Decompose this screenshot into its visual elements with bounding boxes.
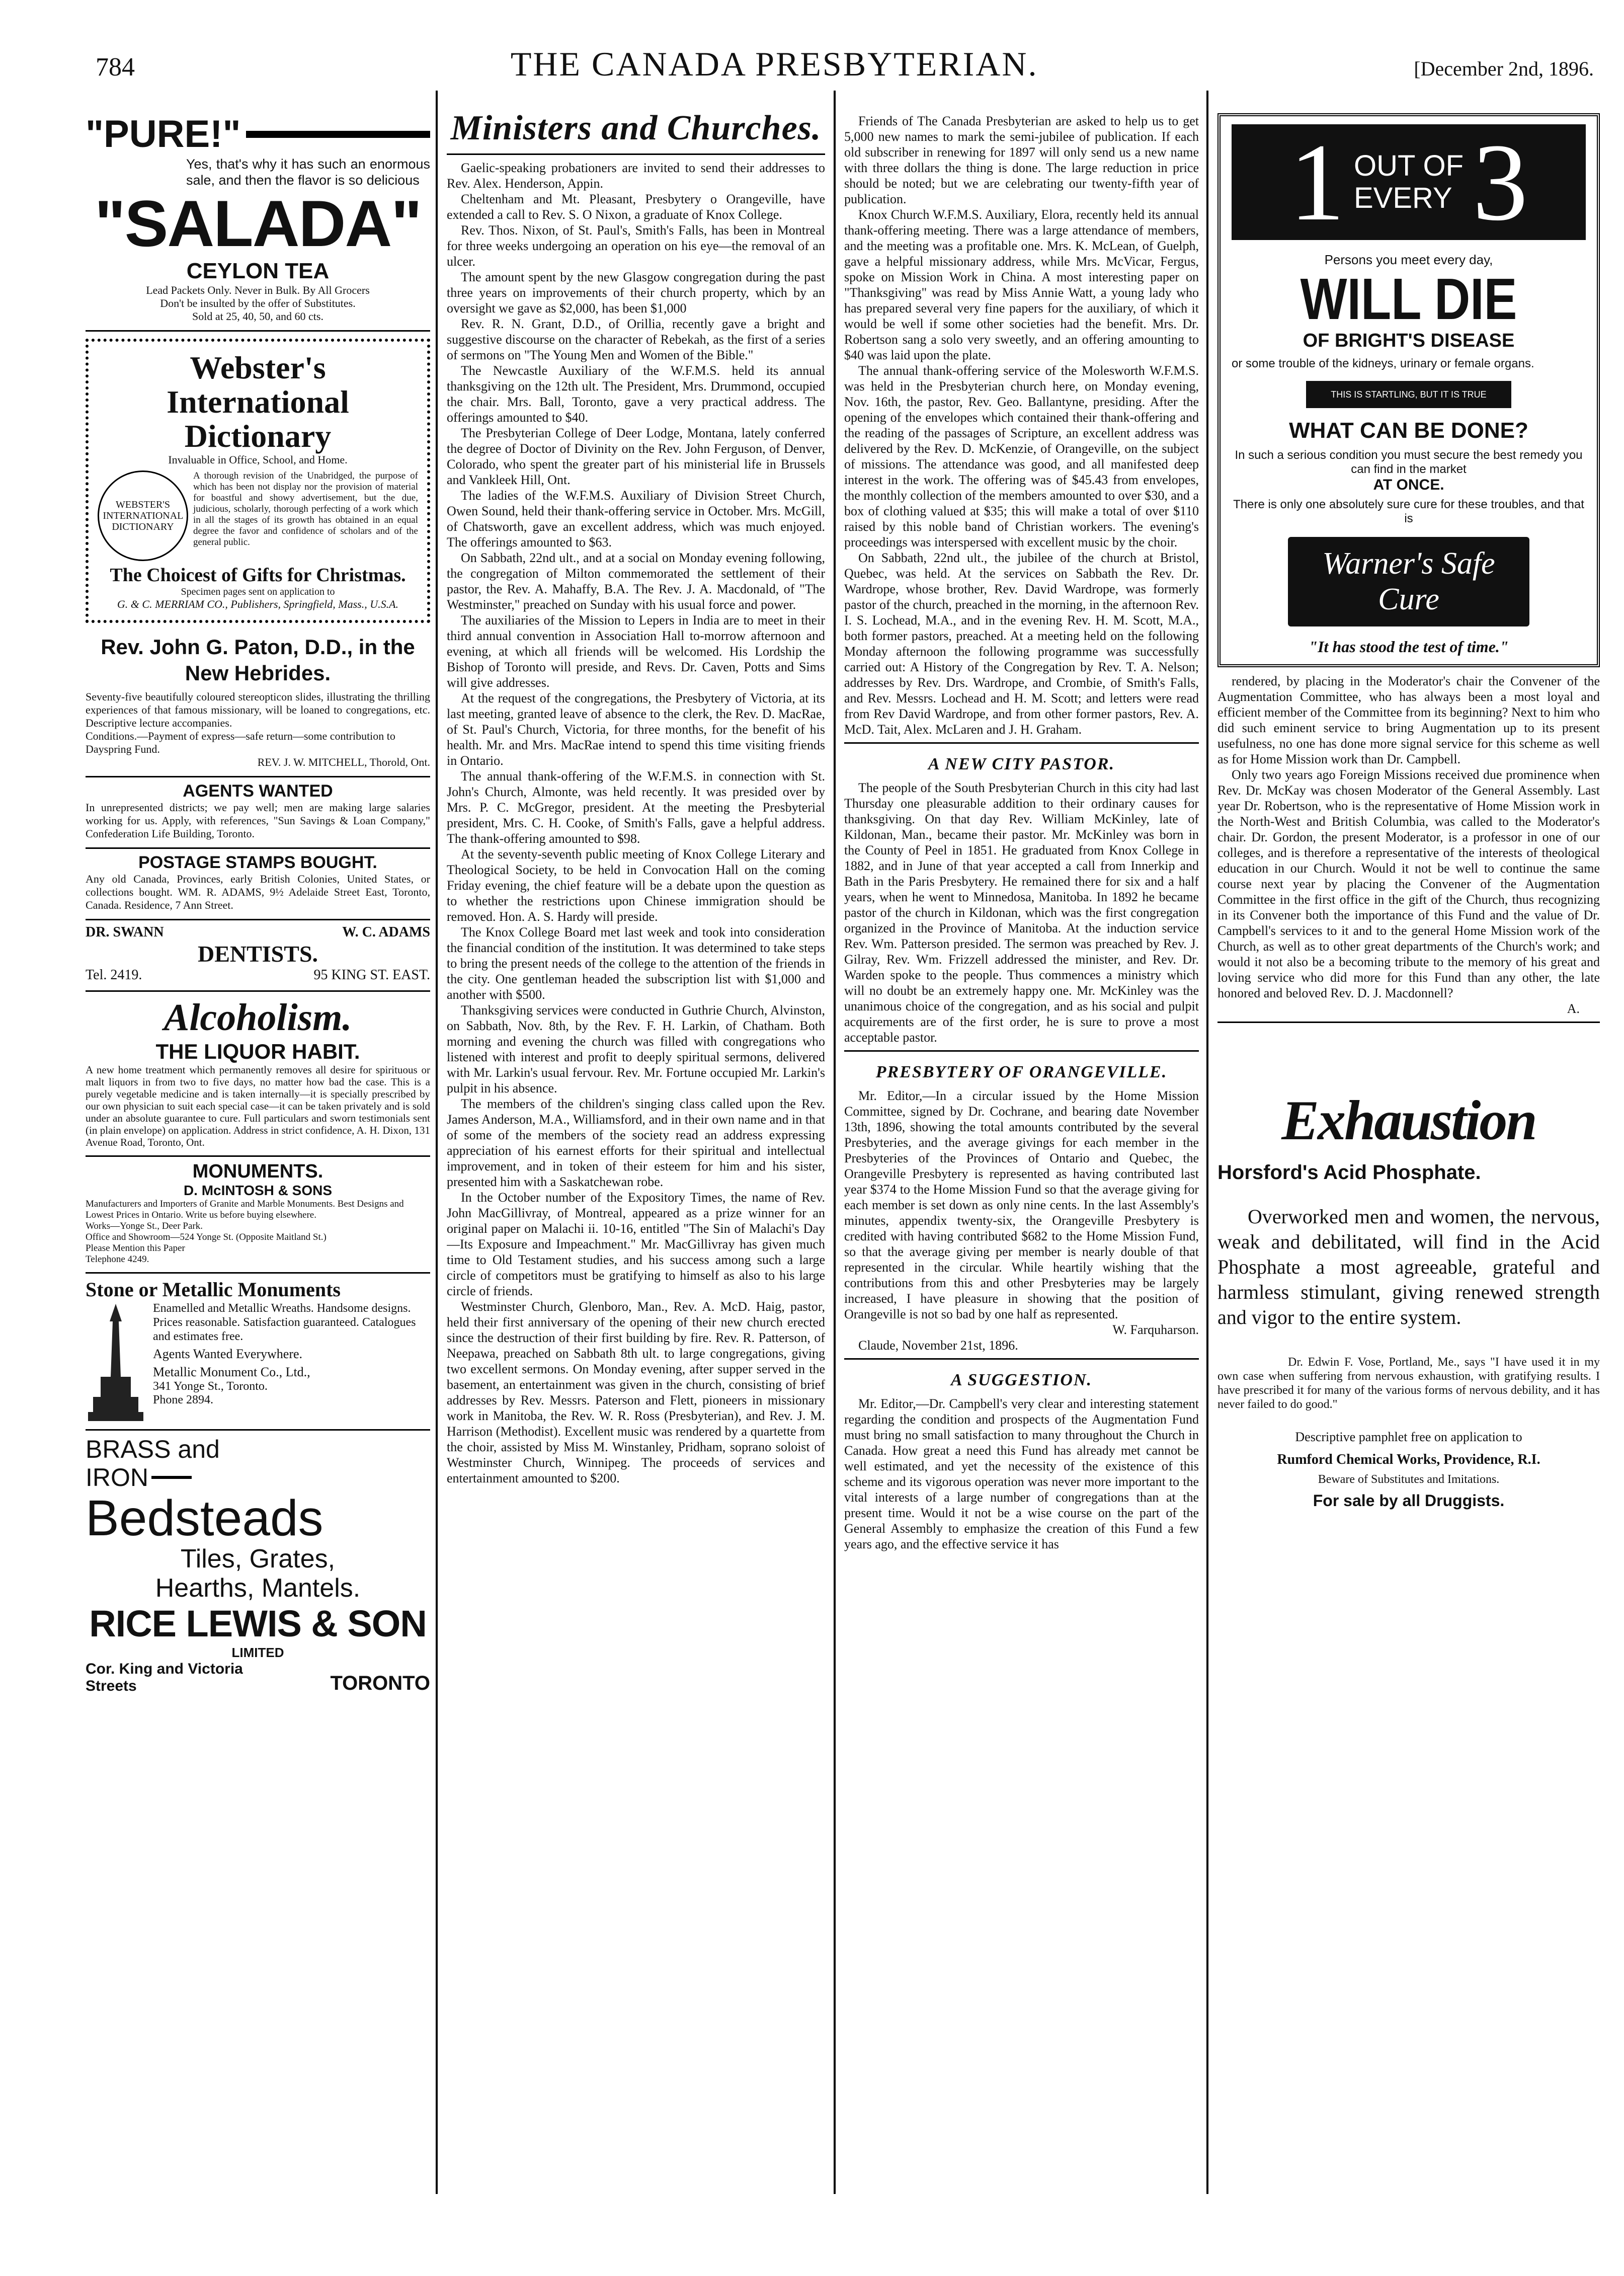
alcoholism-body: A new home treatment which permanently removes all desire for spirituous or malt liquors in from two to five days, no matter how bad the case. This is a purely vegetable medicine and is taken internally—it is specially prescribed by our own physician to suit each special case—it can be taken privately and is sold under an absolute guarantee to cure. Full particulars and sworn testimonials sent (in plain envelope) on application. Address in strict confidence, A. H. Dixon, 131 Avenue Road, Toronto, Ont. (86, 1064, 430, 1148)
stamps-ad (86, 849, 430, 920)
news-paragraph: The Newcastle Auxiliary of the W.F.M.S. held its annual thanksgiving on the 12th ult. The President, Mrs. Drummond, occupied the chair. Mrs. Ball, Toronto, gave a very practical address. The offerings amounted to $40. (447, 363, 825, 425)
salada-line: Don't be insulted by the offer of Substitutes. (160, 297, 356, 309)
divider (1217, 1022, 1600, 1023)
webster-choicest: The Choicest of Gifts for Christmas. (110, 565, 406, 586)
column-rule (1206, 91, 1208, 2194)
bedsteads-title: Bedsteads (86, 1490, 323, 1546)
news-paragraph: The members of the children's singing class called upon the Rev. James Anderson, M.A., Williamsford, and in their own name and in that of some of the members of the society read an address expressing appreciation of his earnest efforts for their spiritual and intellectual improvement, and in token of their esteem for him and his sister, presented him with a Saskatchewan robe. (447, 1096, 825, 1189)
safe-cure-logo: Warner's Safe Cure (1288, 537, 1529, 626)
metallic-address: 341 Yonge St., Toronto. (153, 1380, 268, 1393)
monuments-ad (86, 1157, 430, 1274)
dentists-title: DENTISTS. (197, 941, 318, 967)
news-paragraph: The annual thank-offering of the W.F.M.S. in connection with St. John's Church, Almonte, was held recently. It was presided over by Mrs. P. C. McGregor, president. At the meeting the Presbyterial president, Mrs. C. H. Cooke, of Smith's Falls, gave a helpful address. The thank-offering amounted to $98. (447, 769, 825, 846)
horsford-pamphlet: Descriptive pamphlet free on application to (1295, 1430, 1522, 1444)
horsford-testimonial: Dr. Edwin F. Vose, Portland, Me., says "I have used it in my own case when suffering from nervous exhaustion, with gratifying results. I have prescribed it for many of the various forms of nervous debility, and it has never failed to do good." (1217, 1356, 1600, 1411)
monuments-body: Manufacturers and Importers of Granite and Marble Monuments. Best Designs and Lowest Prices in Ontario. Write us before buying elsewhere. (86, 1199, 404, 1220)
dentist-name: DR. SWANN (86, 924, 164, 940)
out-of-text: OUT OF (1353, 149, 1464, 182)
what-text: WHAT CAN BE DONE? (1289, 418, 1528, 443)
article-body: The people of the South Presbyterian Church in this city had last Thursday one pleasurable addition to their ordinary causes for thanksgiving. On that day Rev. William McKinley, late of Kildonan, Man., became their pastor. Mr. McKinley was born in the County of Peel in 1851. He graduated from Knox College in 1882, and in June of that year accepted a call from Innerkip and Bath in the Paris Presbytery. He remained there for six and a half years, when he went to Minnedosa, Manitoba. In 1892 he became pastor of the church in Kildonan, which was the first congregation organized in the Province of Manitoba. At the induction service Rev. Wm. Patterson presided. The sermon was preached by Rev. J. Gilray, Rev. Wm. Frizzell addressed the minister, and Rev. Dr. Warden spoke to the people. Thus commences a ministry which will no doubt be an extremely happy one. Mr. McKinley was the unanimous choice of the congregation, and as his social and pulpit acquirements are of the first order, he is sure to prove a most acceptable pastor. (844, 780, 1199, 1045)
news-paragraph: The amount spent by the new Glasgow congregation during the past three years on improvements of their church property, which by an oversight we gave as $2,000, has been $1,000 (447, 270, 825, 316)
section-heading: A NEW CITY PASTOR. (928, 755, 1115, 773)
news-paragraph: The Presbyterian College of Deer Lodge, Montana, lately conferred the degree of Doctor of Divinity on the Rev. John Ferguson, of Denver, Colorado, who spent the greater part of his ministerial life in Brussels and Vankleek Hill, Ont. (447, 426, 825, 487)
rice-lewis-limited: LIMITED (231, 1645, 284, 1660)
webster-seal-icon: WEBSTER'S INTERNATIONAL DICTIONARY (98, 470, 188, 561)
section-heading: PRESBYTERY OF ORANGEVILLE. (875, 1063, 1168, 1081)
paton-conditions: Conditions.—Payment of express—safe return—some contribution to Dayspring Fund. (86, 730, 395, 755)
ads-column (86, 108, 430, 2196)
metallic-agents: Agents Wanted Everywhere. (153, 1347, 303, 1361)
column-rule (436, 91, 438, 2194)
salada-line: Sold at 25, 40, 50, and 60 cts. (192, 310, 323, 323)
webster-note: Specimen pages sent on application to (181, 586, 335, 597)
paton-ad (86, 630, 430, 777)
news-paragraph: At the request of the congregations, the Presbytery of Victoria, at its last meeting, granted leave of absence to the clerk, the Rev. D. MacRae, of St. Paul's Church, Victoria, for three months, for the benefit of his health. Mr. and Mrs. MacRae intend to spend this time visiting friends in Ontario. (447, 691, 825, 768)
monuments-tel: Telephone 4249. (86, 1254, 149, 1265)
continuation-text: Only two years ago Foreign Missions received due prominence when Rev. Dr. McKay was chosen Moderator of the General Assembly. Last year Dr. Robertson, who is the representative of Home Mission work in the North-West and British Columbia, was called to the Moderator's chair. Dr. Gordon, the present Moderator, is a professor in one of our colleges, and is therefore a representative of the interests of theological education in our Church. Would it not be well to continue the same course next year by placing the Convener of the Augmentation Committee in the first office in the gift of the Church, thus recognizing in its Convener both the importance of this Fund and the value of Dr. Campbell's services to it and to the general Home Mission work of the Church, as well as to other great departments of the Church's work; and would it not also be a becoming tribute to the memory of his great and loving service who did more for this Fund than any other, the late honored and beloved Rev. D. J. Macdonnell? (1217, 767, 1600, 1000)
metallic-body: Enamelled and Metallic Wreaths. Handsome designs. Prices reasonable. Satisfaction guaranteed. Catalogues and estimates free. (153, 1302, 416, 1343)
rice-lewis-city: TORONTO (330, 1672, 430, 1694)
letter-signature: A. (1567, 1001, 1580, 1016)
stood-text: "It has stood the test of time." (1309, 638, 1509, 656)
webster-title: Dictionary (184, 418, 332, 454)
exhaustion-title: Exhaustion (1281, 1089, 1536, 1152)
bedsteads-line: Hearths, Mantels. (155, 1574, 361, 1603)
news-paragraph: The auxiliaries of the Mission to Lepers in India are to meet in their third annual convention in Association Hall to-morrow afternoon and evening, at which all friends will be welcomed. His Lordship the Bishop of Toronto will preside, and Revs. Dr. Caven, Potts and Sims will give addresses. (447, 613, 825, 690)
webster-publisher: G. & C. MERRIAM CO., Publishers, Springfield, Mass., U.S.A. (117, 598, 399, 610)
news-items (447, 160, 825, 1486)
will-die-text: WILL DIE (1300, 266, 1517, 332)
monuments-mention: Please Mention this Paper (86, 1243, 185, 1253)
alcoholism-title: Alcoholism. (164, 996, 352, 1039)
news-paragraph: On Sabbath, 22nd ult., and at a social on Monday evening following, the congregation of Milton commemorated the settlement of their pastor, the Rev. A. Mahaffy, B.A. The Rev. J. A. Macdonald, of "The Westminster," preached on Sunday with his usual force and power. (447, 551, 825, 612)
agents-body: In unrepresented districts; we pay well; men are making large salaries working for us. Apply, with references, "Sun Savings & Loan Company," Confederation Life Building, Toronto. (86, 801, 430, 840)
or-some-text: or some trouble of the kidneys, urinary or female organs. (1232, 357, 1534, 370)
webster-sub: Invaluable in Office, School, and Home. (168, 453, 348, 466)
every-text: EVERY (1353, 182, 1452, 214)
monuments-firm: D. McINTOSH & SONS (183, 1183, 333, 1198)
brights-text: OF BRIGHT'S DISEASE (1303, 330, 1515, 351)
webster-title: International (167, 384, 349, 420)
salada-brand: "SALADA" (95, 187, 421, 260)
divider (844, 1050, 1199, 1052)
news-paragraph: In the October number of the Expository Times, the name of Rev. John MacGillivray, of Montreal, appeared as a prize winner for an original paper on Malachi ii. 10-16, entitled "The Sin of Malachi's Day—Its Exposure and Impeachment." Mr. MacGillivray has given much time to Old Testament studies, and his success among such a large circle of competitors must be gratifying to himself as also to his large circle of friends. (447, 1190, 825, 1298)
news-column (844, 113, 1199, 2196)
news-paragraph: Rev. Thos. Nixon, of St. Paul's, Smith's Falls, has been in Montreal for three weeks undergoing an operation on his eye—the removal of an ulcer. (447, 223, 825, 269)
news-paragraph: Cheltenham and Mt. Pleasant, Presbytery o Orangeville, have extended a call to Rev. S. O Nixon, a graduate of Knox College. (447, 192, 825, 222)
masthead-title: THE CANADA PRESBYTERIAN. (510, 45, 1038, 83)
news-paragraph: Rev. R. N. Grant, D.D., of Orillia, recently gave a bright and suggestive discourse on the character of Rebekah, as the first of a series of sermons on "The Young Men and Women of the Bible." (447, 317, 825, 362)
news-paragraph: Westminster Church, Glenboro, Man., Rev. A. McD. Haig, pastor, held their first anniversary of the opening of their new church erected since the destruction of their first building by fire. Rev. R. Patterson, of Neepawa, preached on Sabbath 8th ult. to large congregations, giving two excellent sermons. On Monday evening, after supper served in the basement, an entertainment was given in the church, consisting of brief addresses by Rev. Messrs. Paterson and Flett, pioneers in missionary work in Manitoba, the Rev. W. R. Ross (Presbyterian), and Rev. J. M. Harrison (Methodist). Excellent music was rendered by a quartette from the choir, assisted by Miss M. Winstanley, Pridham, soprano soloist of Westminster Church, Winnipeg. The proceeds of services and entertainment amounted to $200. (447, 1299, 825, 1485)
paton-sign: REV. J. W. MITCHELL, Thorold, Ont. (257, 756, 430, 768)
decorative-bar (151, 1476, 192, 1479)
dentists-address: 95 KING ST. EAST. (313, 967, 430, 983)
agents-ad (86, 777, 430, 849)
news-items (844, 113, 1199, 737)
horsford-sub: Horsford's Acid Phosphate. (1217, 1161, 1481, 1184)
news-paragraph: The annual thank-offering service of the Molesworth W.F.M.S. was held in the Presbyterian church here, on Monday evening, Nov. 16th, the pastor, Rev. Geo. Ballantyne, presiding. After the opening of the envelopes which contained their thank-offering and the reading of the passages of Scripture, an excellent address was delivered by the Rev. D. McKenzie, of Orangeville, on the subject of missions. The attendance was good, and all manifested deep interest in the work. The offering was of $45.43 from envelopes, the monthly collection of the members amounted to over $30, and a box of clothing valued at $35; this will make a total of over $110 raised by this noble band of Christian workers. The evening's proceedings was interspersed with excellent music by the choir. (844, 363, 1199, 550)
bedsteads-line: IRON (86, 1463, 148, 1492)
metallic-ad (86, 1274, 430, 1431)
news-paragraph: On Sabbath, 22nd ult., the jubilee of the church at Bristol, Quebec, was held. At the services on Sabbath the Rev. Dr. Wardrope, whose brother, Rev. David Wardrope, was formerly pastor of the church, preached in the morning, in the afternoon Rev. I. S. Lochead, M.A., and in the evening Rev. H. M. Scott, M.A., both former pastors, preached. At a meeting held on the following Monday afternoon the following programme was successfully carried out: A History of the Congregation by Rev. T. A. Nelson; addresses by Rev. Drs. Wardrope, and Crombie, of Smith's Falls, and Rev. Messrs. Lochead and H. M. Scott; and letters were read from Rev David Wardrope, and from other former pastors, Rev. A. McD. Tait, Alex. McLaren and J. H. Graham. (844, 551, 1199, 737)
dentist-name: W. C. ADAMS (342, 924, 430, 940)
rice-lewis-ad (86, 1431, 430, 1695)
letter-body: Mr. Editor,—Dr. Campbell's very clear and interesting statement regarding the condition and prospects of the Augmentation Fund must bring no small satisfaction to many throughout the Church in Canada. How great a need this Fund has already met cannot be well estimated, and yet the necessity of the existence of this scheme and its vigorous operation was never more important to the vital interests of a large number of congregations than at the present time. Would it not be a wise course on the part of the General Assembly to emphasize the creation of this Fund a few years ago, and the effective service it has (844, 1396, 1199, 1551)
horsford-body: Overworked men and women, the nervous, weak and debilitated, will find in the Acid Phosphate a most agreeable, grateful and harmless stimulant, giving renewed strength and vigor to the entire system. (1217, 1205, 1600, 1328)
monuments-works: Works—Yonge St., Deer Park. (86, 1221, 203, 1231)
webster-title: Webster's (190, 350, 326, 385)
horsford-works: Rumford Chemical Works, Providence, R.I. (1277, 1452, 1540, 1467)
at-once-text: AT ONCE. (1373, 477, 1444, 493)
one-out-of-three-banner (1232, 121, 1586, 244)
divider (447, 153, 825, 155)
news-paragraph: Gaelic-speaking probationers are invited to send their addresses to Rev. Alex. Henderson, Appin. (447, 161, 825, 191)
agents-title: AGENTS WANTED (183, 781, 333, 801)
salada-product: CEYLON TEA (186, 259, 330, 283)
rice-lewis-firm: RICE LEWIS & SON (89, 1603, 427, 1644)
bedsteads-line: BRASS and (86, 1435, 220, 1463)
webster-body: A thorough revision of the Unabridged, the purpose of which has been not display nor the provision of material for boastful and showy advertisement, but the due, judicious, scholarly, thorough perfecting of a work which in all the stages of its growth has obtained in an equal degree the favor and confidence of scholars and of the general public. (193, 470, 418, 547)
continuation-text: rendered, by placing in the Moderator's chair the Convener of the Augmentation Committee, who has always been a most loyal and efficient member of the Committee from its beginning? Next to him who did such eminent service to bring Augmentation up to its present usefulness, no one has done more signal service for this scheme as well as for Home Mission work than Dr. Campbell. (1217, 674, 1600, 766)
alcoholism-ad (86, 992, 430, 1157)
dentists-tel: Tel. 2419. (86, 967, 142, 983)
startling-box: THIS IS STARTLING, BUT IT IS TRUE (1306, 381, 1511, 408)
news-paragraph: Friends of The Canada Presbyterian are asked to help us to get 5,000 new names to mark the semi-jubilee of publication. If each old subscriber in renewing for 1897 will only send us a new name with three dollars the thing is done. The large reduction in price should be noted; but we are celebrating our twenty-fifth year of publication. (844, 114, 1199, 206)
in-such-text: In such a serious condition you must secure the best remedy you can find in the market (1235, 448, 1583, 476)
letter-date: Claude, November 21st, 1896. (858, 1338, 1018, 1353)
webster-ad (86, 339, 430, 623)
bedsteads-line: Tiles, Grates, (180, 1544, 336, 1574)
news-paragraph: At the seventy-seventh public meeting of Knox College Literary and Theological Society, to be held in Convocation Hall on the coming Friday evening, the chief feature will be a debate upon the question as to whether the restrictions upon Chinese immigration should be removed. Hon. A. S. Hardy will preside. (447, 847, 825, 924)
salada-line: Lead Packets Only. Never in Bulk. By All Grocers (146, 284, 370, 296)
column-rule (834, 91, 836, 2194)
rice-lewis-corner: Cor. King and Victoria Streets (86, 1661, 243, 1694)
big-numeral: 1 (1289, 121, 1345, 244)
dentists-ad (86, 920, 430, 992)
alcoholism-sub: THE LIQUOR HABIT. (155, 1040, 360, 1063)
brights-ad (1217, 113, 1600, 667)
big-numeral: 3 (1473, 121, 1528, 244)
page-header (96, 44, 1594, 85)
pure-headline: "PURE!" (86, 113, 241, 155)
letter-body: Mr. Editor,—In a circular issued by the Home Mission Committee, signed by Dr. Cochrane, and bearing date November 13th, 1896, showing the total amounts contributed by the several Presbyteries, and the average givings for each member in the Presbyteries of the Provinces of Ontario and Quebec, the Orangeville Presbytery is represented as having contributed last year $374 to the Home Mission Fund so that the average giving for each member is set down as only nine cents. In the last Assembly's minutes, appendix twenty-six, the Orangeville Presbytery is credited with having contributed $682 to the Home Mission Fund, so that the average giving per member is nearly double of that represented in the circular. While heartily wishing that the contributions from this and other Presbyteries may be largely increased, I have pleasure in showing that the position of Orangeville is not so bad by one half as represented. (844, 1088, 1199, 1321)
news-paragraph: The Knox College Board met last week and took into consideration the financial condition of the institution. It was determined to take steps to bring the present needs of the college to the attention of the friends in the city. One gentleman headed the subscription list with $1,000 and another with $500. (447, 925, 825, 1002)
stamps-body: Any old Canada, Provinces, early British Colonies, United States, or collections bought. WM. R. ADAMS, 9½ Adelaide Street East, Toronto, Canada. Residence, 7 Ann Street. (86, 873, 430, 911)
right-column (1217, 113, 1600, 2196)
divider (844, 1358, 1199, 1360)
salada-ad (86, 108, 430, 332)
metallic-title: Stone or Metallic Monuments (86, 1278, 341, 1301)
paton-title: Rev. John G. Paton, D.D., in the New Hebrides. (101, 635, 415, 685)
section-heading: A SUGGESTION. (950, 1371, 1093, 1389)
divider (844, 742, 1199, 744)
metallic-firm: Metallic Monument Co., Ltd., (153, 1365, 310, 1379)
news-paragraph: Knox Church W.F.M.S. Auxiliary, Elora, recently held its annual thank-offering meeting. There was a large attendance of members, and the meeting was a profitable one. Mrs. K. McLean, of Guelph, gave a helpful missionary address, while Mrs. McVicar, Fergus, spoke on Mission Work in China. A most interesting paper on "Thanksgiving" was read by Miss Annie Watt, a young lady who has prepared several very fine papers for the auxiliary, of which it would be well if some other societies had the benefit. Mrs. Dr. Robertson sang a solo very sweetly, and an offering amounting to $40 was laid upon the plate. (844, 207, 1199, 362)
horsford-ad (1217, 1088, 1600, 1510)
news-paragraph: Thanksgiving services were conducted in Guthrie Church, Alvinston, on Sabbath, Nov. 8th, by the Rev. F. H. Larkin, of Chatham. Both morning and evening the church was filled with congregations who listened with interest and profit to deeply spiritual sermons, delivered with Mr. Larkin's usual fervour. Rev. Mr. Fortune occupied Mr. Larkin's pulpit in his absence. (447, 1003, 825, 1095)
salada-tagline: Yes, that's why it has such an enormous sale, and then the flavor is so delicious (186, 156, 430, 188)
metallic-phone: Phone 2894. (153, 1393, 213, 1406)
monument-icon (86, 1301, 146, 1422)
persons-text: Persons you meet every day, (1324, 252, 1493, 267)
monuments-office: Office and Showroom—524 Yonge St. (Opposite Maitland St.) (86, 1232, 327, 1242)
page-number: 784 (96, 53, 135, 82)
monuments-title: MONUMENTS. (192, 1161, 323, 1182)
ministers-column (447, 108, 825, 2196)
paton-body: Seventy-five beautifully coloured stereopticon slides, illustrating the thrilling experiences of that famous missionary, will be loaned to congregations, etc. Descriptive lecture accompanies. (86, 690, 430, 729)
section-heading: Ministers and Churches. (450, 109, 822, 147)
stamps-title: POSTAGE STAMPS BOUGHT. (138, 853, 377, 872)
letter-signature: W. Farquharson. (1112, 1322, 1199, 1337)
horsford-sale: For sale by all Druggists. (1313, 1492, 1505, 1510)
news-paragraph: The ladies of the W.F.M.S. Auxiliary of Division Street Church, Owen Sound, held their thank-offering service in October. Mrs. McGill, of Chatsworth, gave an excellent address, which was much enjoyed. The offerings amounted to $63. (447, 488, 825, 550)
only-one-text: There is only one absolutely sure cure for these troubles, and that is (1233, 498, 1584, 525)
horsford-beware: Beware of Substitutes and Imitations. (1318, 1473, 1500, 1486)
issue-date: [December 2nd, 1896. (1414, 57, 1594, 80)
decorative-bar (246, 131, 430, 138)
